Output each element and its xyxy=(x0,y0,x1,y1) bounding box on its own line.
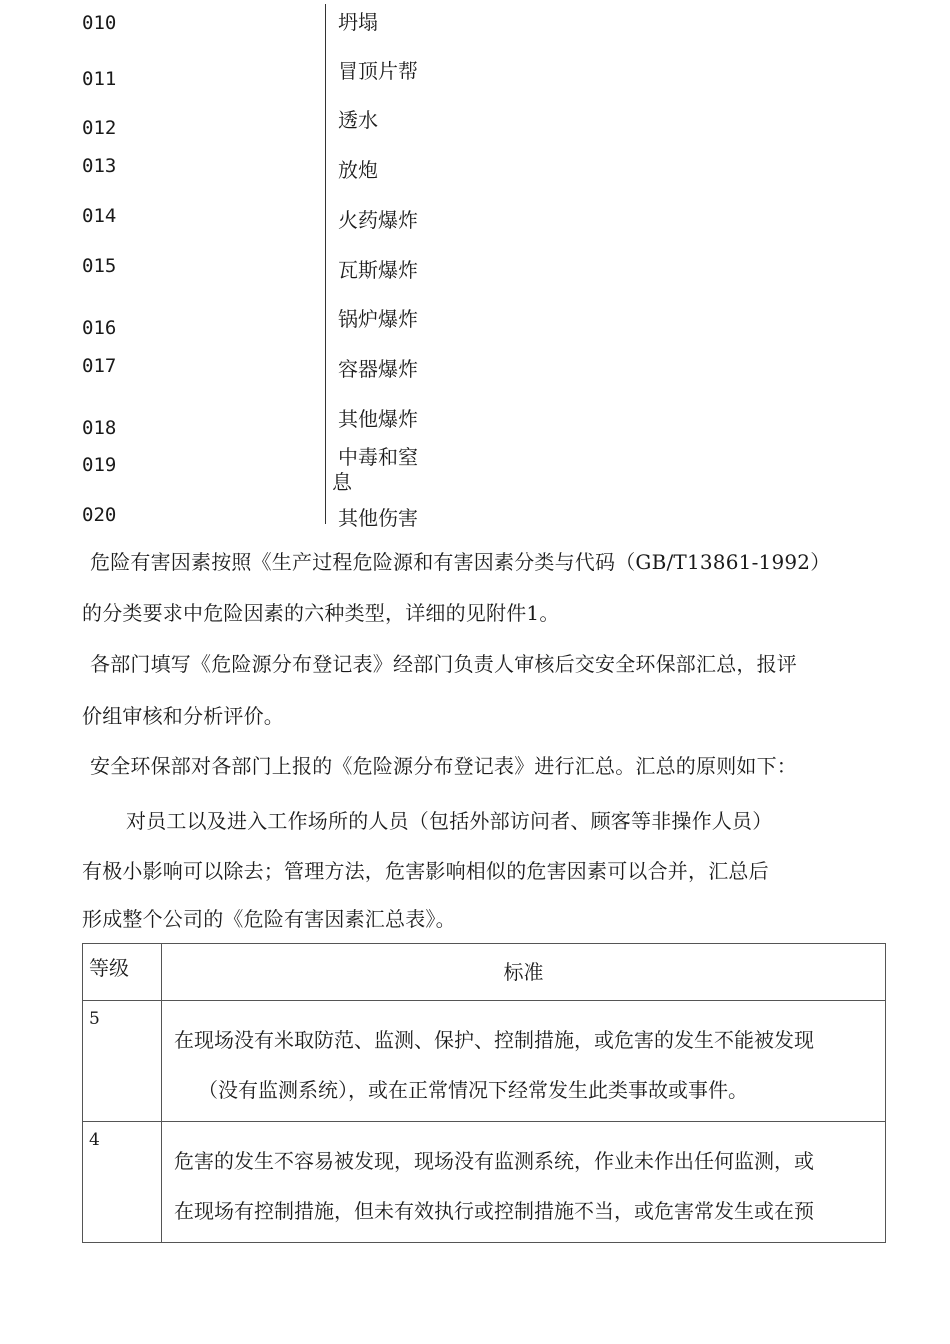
code-017: 017 xyxy=(82,355,117,377)
name-020: 其他伤害 xyxy=(338,506,418,530)
paragraph-3: 安全环保部对各部门上报的《危险源分布登记表》进行汇总。汇总的原则如下： xyxy=(90,754,797,778)
paragraph-2-line-1: 各部门填写《危险源分布登记表》经部门负责人审核后交安全环保部汇总，报评 xyxy=(90,652,797,676)
code-012: 012 xyxy=(82,117,117,139)
code-011: 011 xyxy=(82,68,117,90)
paragraph-4-line-3: 形成整个公司的《危险有害因素汇总表》。 xyxy=(82,907,456,931)
name-010: 坍塌 xyxy=(338,10,378,34)
name-013: 放炮 xyxy=(338,158,378,182)
row-level: 4 xyxy=(83,1122,162,1243)
name-014: 火药爆炸 xyxy=(338,208,418,232)
code-016: 016 xyxy=(82,317,117,339)
name-016: 锅炉爆炸 xyxy=(338,307,418,331)
paragraph-2-line-2: 价组审核和分析评价。 xyxy=(82,704,284,728)
table-row xyxy=(83,1001,886,1122)
row-standard xyxy=(162,1122,886,1243)
code-015: 015 xyxy=(82,255,117,277)
code-020: 020 xyxy=(82,504,117,526)
name-017: 容器爆炸 xyxy=(338,357,418,381)
row-standard xyxy=(162,1001,886,1122)
risk-grade-table xyxy=(82,943,886,1243)
name-015: 瓦斯爆炸 xyxy=(338,258,418,282)
header-standard: 标准 xyxy=(162,944,886,1001)
code-019: 019 xyxy=(82,454,117,476)
row-standard-line-1: 危害的发生不容易被发现，现场没有监测系统，作业未作出任何监测，或 xyxy=(174,1149,814,1173)
table-header-row xyxy=(83,944,886,1001)
header-level: 等级 xyxy=(83,944,162,1001)
code-014: 014 xyxy=(82,205,117,227)
paragraph-1-line-2: 的分类要求中危险因素的六种类型，详细的见附件1。 xyxy=(82,601,560,625)
code-010: 010 xyxy=(82,12,117,34)
code-013: 013 xyxy=(82,155,117,177)
name-019-line2: 息 xyxy=(332,470,352,494)
row-standard-line-2: （没有监测系统），或在正常情况下经常发生此类事故或事件。 xyxy=(198,1078,748,1102)
row-standard-line-1: 在现场没有米取防范、监测、保护、控制措施，或危害的发生不能被发现 xyxy=(174,1028,814,1052)
table-row xyxy=(83,1122,886,1243)
column-divider xyxy=(325,4,326,524)
name-011: 冒顶片帮 xyxy=(338,59,418,83)
name-012: 透水 xyxy=(338,108,378,132)
row-standard-line-2: 在现场有控制措施，但未有效执行或控制措施不当，或危害常发生或在预 xyxy=(174,1199,814,1223)
name-018: 其他爆炸 xyxy=(338,407,418,431)
row-level: 5 xyxy=(83,1001,162,1122)
paragraph-4-line-2: 有极小影响可以除去；管理方法，危害影响相似的危害因素可以合并，汇总后 xyxy=(82,859,769,883)
code-018: 018 xyxy=(82,417,117,439)
paragraph-1-line-1: 危险有害因素按照《生产过程危险源和有害因素分类与代码（GB/T13861-1992） xyxy=(90,550,831,574)
name-019-line1: 中毒和窒 xyxy=(338,445,418,469)
paragraph-4-line-1: 对员工以及进入工作场所的人员（包括外部访问者、顾客等非操作人员） xyxy=(126,809,773,833)
